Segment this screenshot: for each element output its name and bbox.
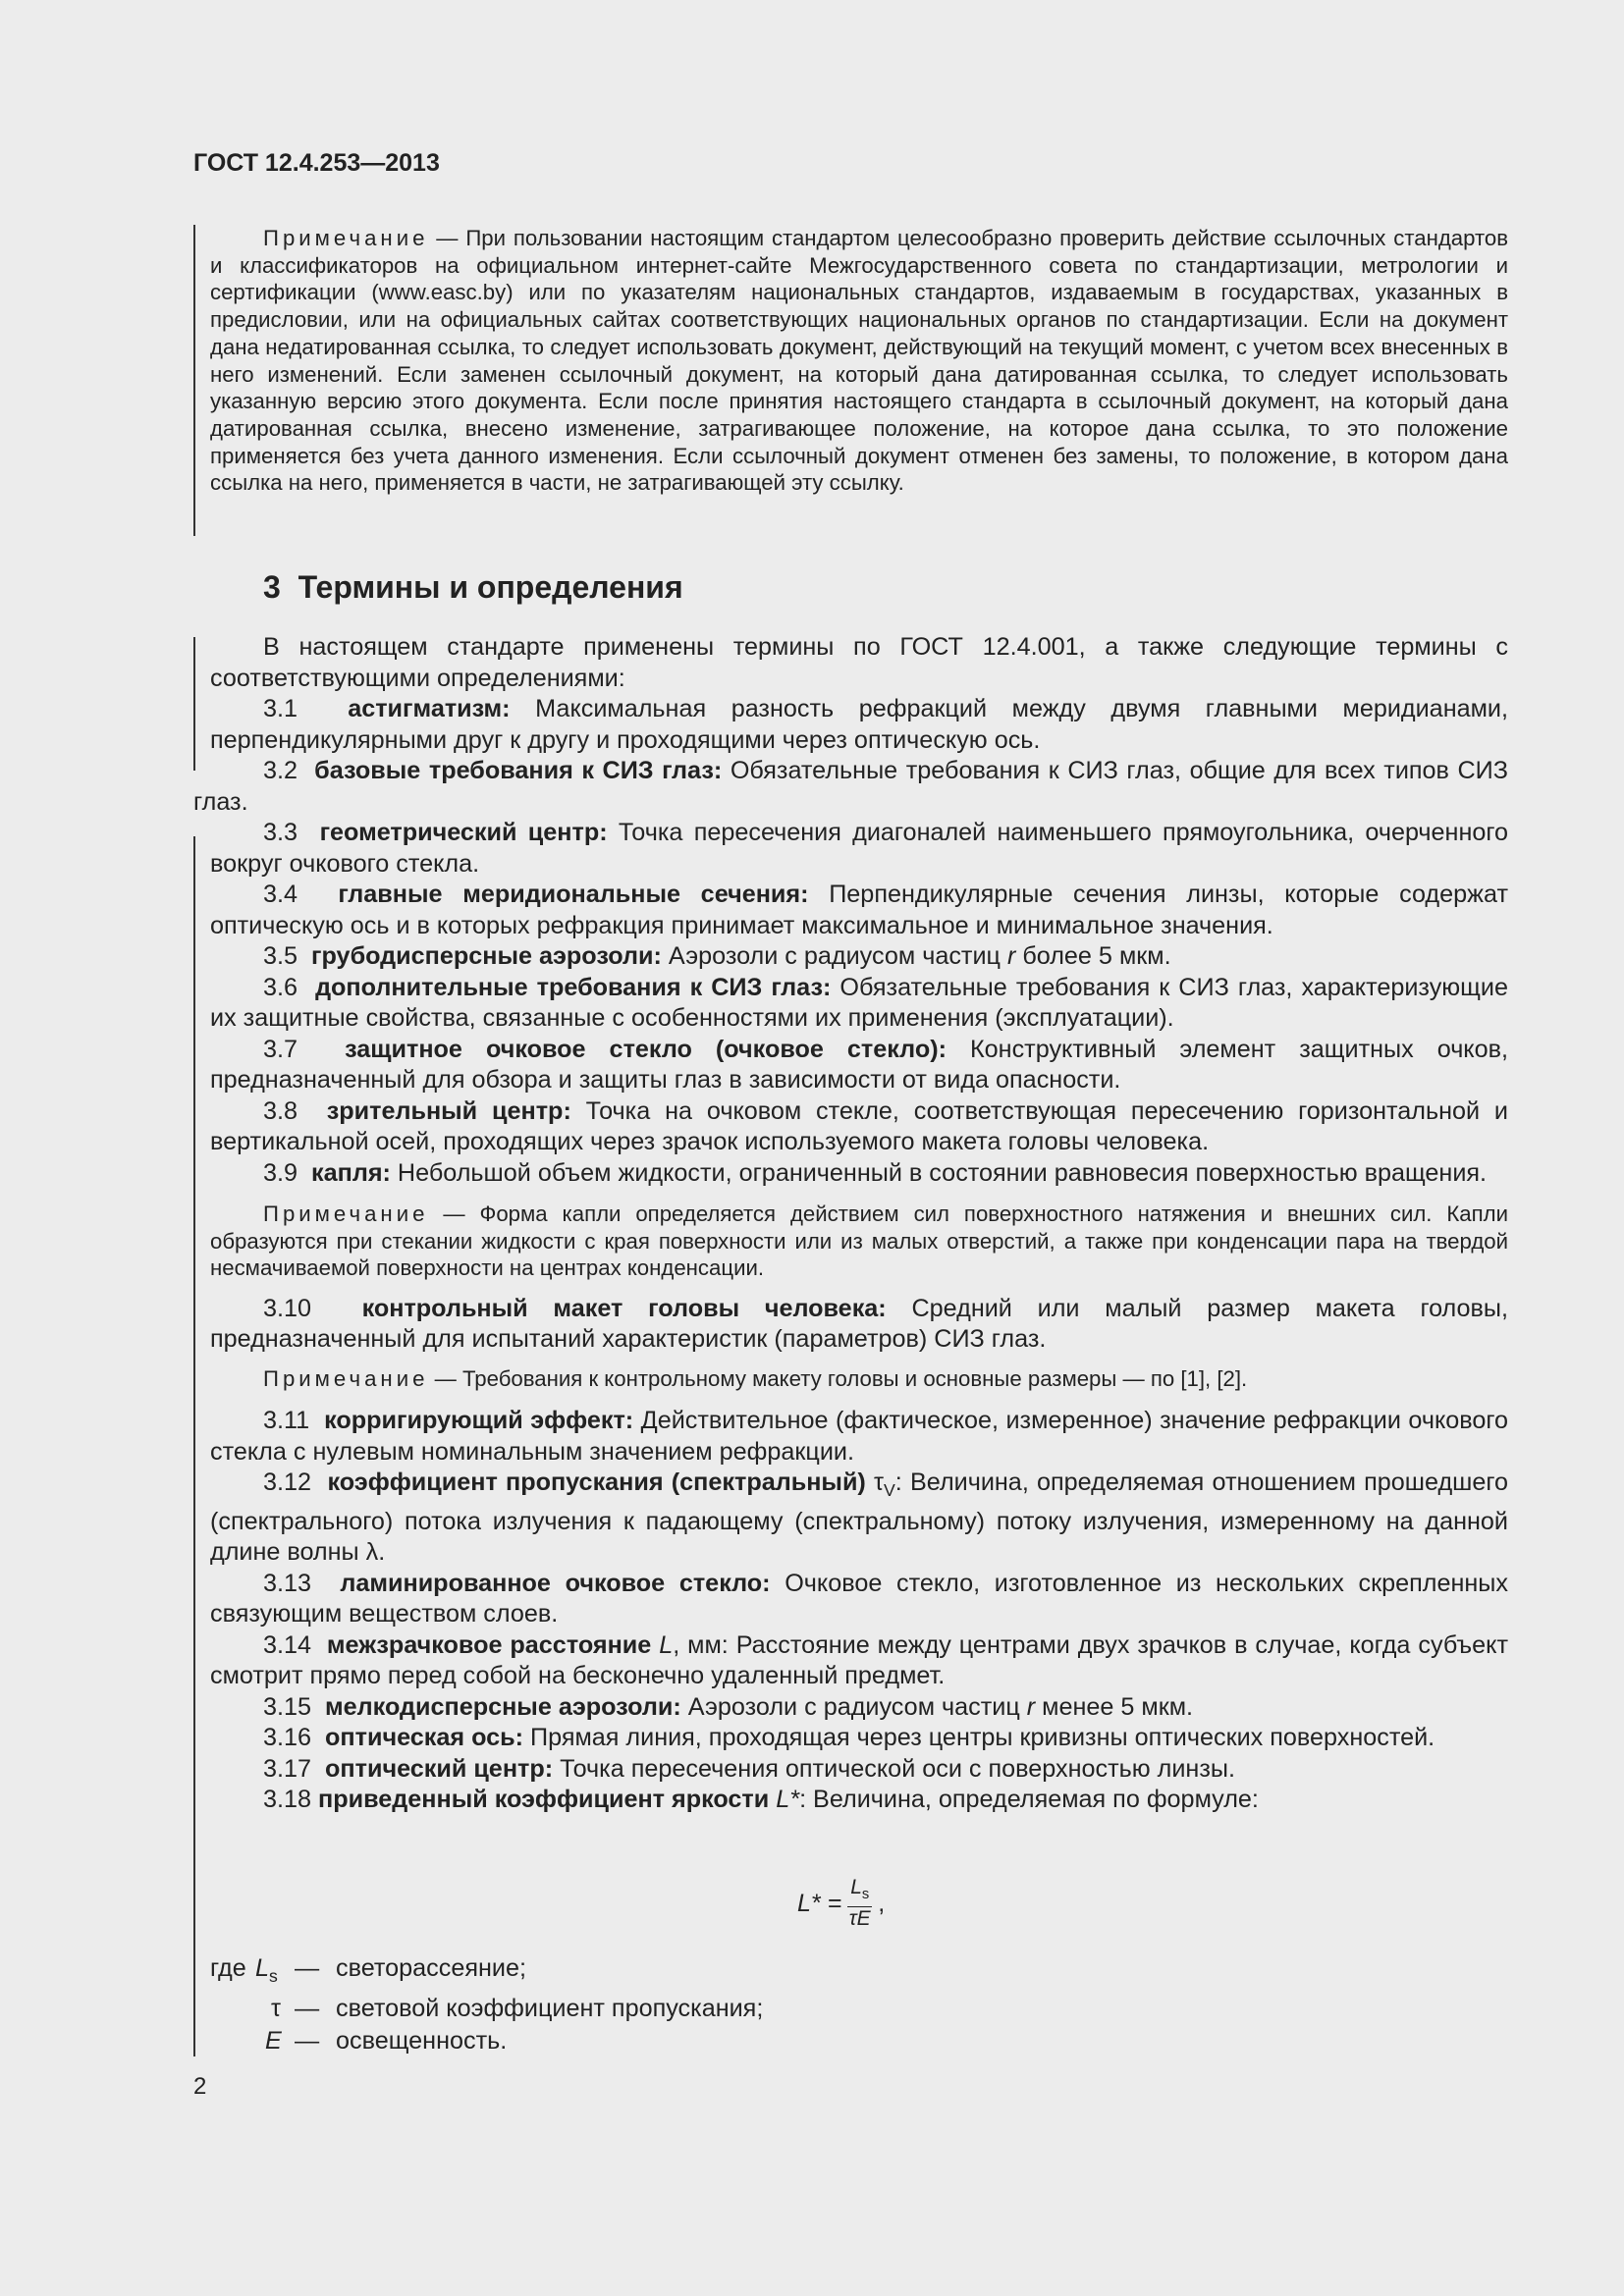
term-name: капля: [311, 1158, 391, 1187]
term-name: коэффициент пропускания (спектральный) [327, 1468, 866, 1496]
note-label: Примечание [263, 226, 429, 250]
term-name: ламинированное очковое стекло: [340, 1569, 771, 1597]
change-bar [193, 836, 195, 2056]
formula-lhs: L* = [797, 1889, 842, 1917]
term-entry: 3.15 мелкодисперсные аэрозоли: Аэрозоли с радиусом частиц r менее 5 мкм. [263, 1692, 1194, 1721]
formula [797, 1876, 885, 1931]
section-number: 3 [263, 569, 281, 605]
intro-note [210, 225, 1508, 497]
where-dash: — [295, 1954, 320, 1982]
page-number: 2 [193, 2073, 207, 2100]
term-name: мелкодисперсные аэрозоли: [325, 1692, 681, 1721]
term-name: грубодисперсные аэрозоли: [311, 942, 662, 970]
section-title [263, 569, 683, 606]
term-entry: 3.3 геометрический центр: Точка пересечения диагоналей наименьшего прямоугольника, очерченного вокруг очкового стекла. [210, 819, 1508, 878]
term-name: защитное очковое стекло (очковое стекло): [345, 1035, 947, 1063]
term-entry: 3.4 главные меридиональные сечения: Перпендикулярные сечения линзы, которые содержат оптическую ось и в которых рефракция принимает максимальное и минимальное значения. [210, 881, 1508, 939]
term-name: приведенный коэффициент яркости [318, 1786, 770, 1814]
where-symbol: $L_s$ [255, 1954, 278, 1987]
term-name: контрольный макет головы человека: [361, 1294, 887, 1322]
term-entry: 3.17 оптический центр: Точка пересечения оптической оси с поверхностью линзы. [263, 1754, 1235, 1783]
term-name: корригирующий эффект: [324, 1407, 634, 1434]
term-name: оптический центр: [325, 1754, 554, 1783]
where-description: освещенность. [336, 2027, 508, 2055]
drop-note: Примечание — Форма капли определяется действием сил поверхностного натяжения и внешних сил. Капли образуются при стекании жидкости с края поверхности или из малых отверстий, а также при конденсации пара на твердой несмачиваемой поверхности на центрах конденсации. [210, 1201, 1508, 1280]
term-name: геометрический центр: [319, 819, 608, 846]
term-entry: 3.14 межзрачковое расстояние L, мм: Расстояние между центрами двух зрачков в случае, когда субъект смотрит прямо перед собой на бесконечно удаленный предмет. [210, 1630, 1509, 1690]
where-description: светорассеяние; [336, 1954, 526, 1982]
formula-fraction: $\frac{L_s}{\tau E}$ [848, 1876, 871, 1931]
term-entry: 3.16 оптическая ось: Прямая линия, проходящая через центры кривизны оптических поверхностей. [263, 1724, 1435, 1752]
where-symbol: E [265, 2027, 282, 2055]
section-title-text: Термины и определения [298, 569, 683, 605]
term-entry: 3.1 астигматизм: Максимальная разность рефракций между двумя главными меридианами, перпендикулярными друг к другу и проходящими через оптическую ось. [210, 695, 1508, 754]
term-name: главные меридиональные сечения: [338, 881, 809, 908]
where-description: световой коэффициент пропускания; [336, 1995, 764, 2022]
term-name: базовые требования к СИЗ глаз: [314, 757, 723, 784]
term-entry: 3.11 корригирующий эффект: Действительное (фактическое, измеренное) значение рефракции очкового стекла с нулевым номинальным значением рефракции. [210, 1407, 1509, 1466]
term-entry: 3.6 дополнительные требования к СИЗ глаз: Обязательные требования к СИЗ глаз, характеризующие их защитные свойства, связанные с особенностями их применения (эксплуатации). [210, 973, 1508, 1032]
note-text: — При пользовании настоящим стандартом целесообразно проверить действие ссылочных стандартов и классификаторов на официальном интернет-сайте Межгосударственного совета по стандартизации, метрологии и сертификации (www.easc.by) или по указателям национальных стандартов, издаваемым в государствах, указанных в предисловии, или на официальных сайтах соответствующих национальных органов по стандартизации. Если на документ дана недатированная ссылка, то следует использовать документ, действующий на текущий момент, с учетом всех внесенных в него изменений. Если заменен ссылочный документ, на который дана датированная ссылка, то следует использовать указанную версию этого документа. Если после принятия настоящего стандарта в ссылочный документ, на который дана датированная ссылка, внесено изменение, затрагивающее положение, на которое дана ссылка, то это положение применяется без учета данного изменения. Если ссылочный документ отменен без замены, то положение, в котором дана ссылка на него, применяется в части, не затрагивающей эту ссылку. [210, 226, 1508, 496]
term-entry: 3.8 зрительный центр: Точка на очковом стекле, соответствующая пересечению горизонтальной и вертикальной осей, проходящих через зрачок используемого макета головы человека. [210, 1096, 1508, 1155]
document-header: ГОСТ 12.4.253—2013 [193, 149, 440, 177]
intro-paragraph: В настоящем стандарте применены термины по ГОСТ 12.4.001, а также следующие термины с соответствующими определениями: [210, 633, 1508, 692]
term-name: дополнительные требования к СИЗ глаз: [315, 973, 832, 1001]
term-entry: 3.10 контрольный макет головы человека: Средний или малый размер макета головы, предназначенный для испытаний характеристик (параметров) СИЗ глаз. [210, 1294, 1509, 1353]
change-bar [193, 637, 195, 771]
term-entry: 3.18 приведенный коэффициент яркости L*: Величина, определяемая по формуле: [263, 1786, 1259, 1814]
term-name: астигматизм: [348, 695, 511, 722]
term-entry: 3.2 базовые требования к СИЗ глаз: Обязательные требования к СИЗ глаз, общие для всех типов СИЗ глаз. [193, 757, 1508, 816]
term-entry: 3.7 защитное очковое стекло (очковое стекло): Конструктивный элемент защитных очков, предназначенный для обзора и защиты глаз в зависимости от вида опасности. [210, 1035, 1508, 1094]
term-entry: 3.5 грубодисперсные аэрозоли: Аэрозоли с радиусом частиц r более 5 мкм. [263, 942, 1171, 970]
term-entry: 3.9 капля: Небольшой объем жидкости, ограниченный в состоянии равновесия поверхностью вращения. [263, 1158, 1488, 1187]
term-name: зрительный центр: [326, 1096, 571, 1125]
term-entry: 3.12 коэффициент пропускания (спектральный) $\tau_V$: Величина, определяемая отношением прошедшего (спектрального) потока излучения к падающему (спектральному) потоку излучения, измеренному на данной длине волны λ. [210, 1468, 1509, 1567]
term-name: оптическая ось: [325, 1724, 523, 1752]
term-name: межзрачковое расстояние [326, 1630, 652, 1659]
where-symbol: τ [271, 1995, 281, 2022]
term-entry: 3.13 ламинированное очковое стекло: Очковое стекло, изготовленное из нескольких скрепленных связующим веществом слоев. [210, 1569, 1508, 1629]
formula-tail: , [878, 1889, 886, 1917]
terms-body [193, 632, 1509, 1816]
head-note: Примечание — Требования к контрольному макету головы и основные размеры — по [1], [2]. [263, 1365, 1248, 1391]
where-dash: — [295, 2027, 320, 2055]
change-bar [193, 225, 195, 536]
where-dash: — [295, 1995, 320, 2022]
where-lead: где [210, 1954, 246, 1982]
